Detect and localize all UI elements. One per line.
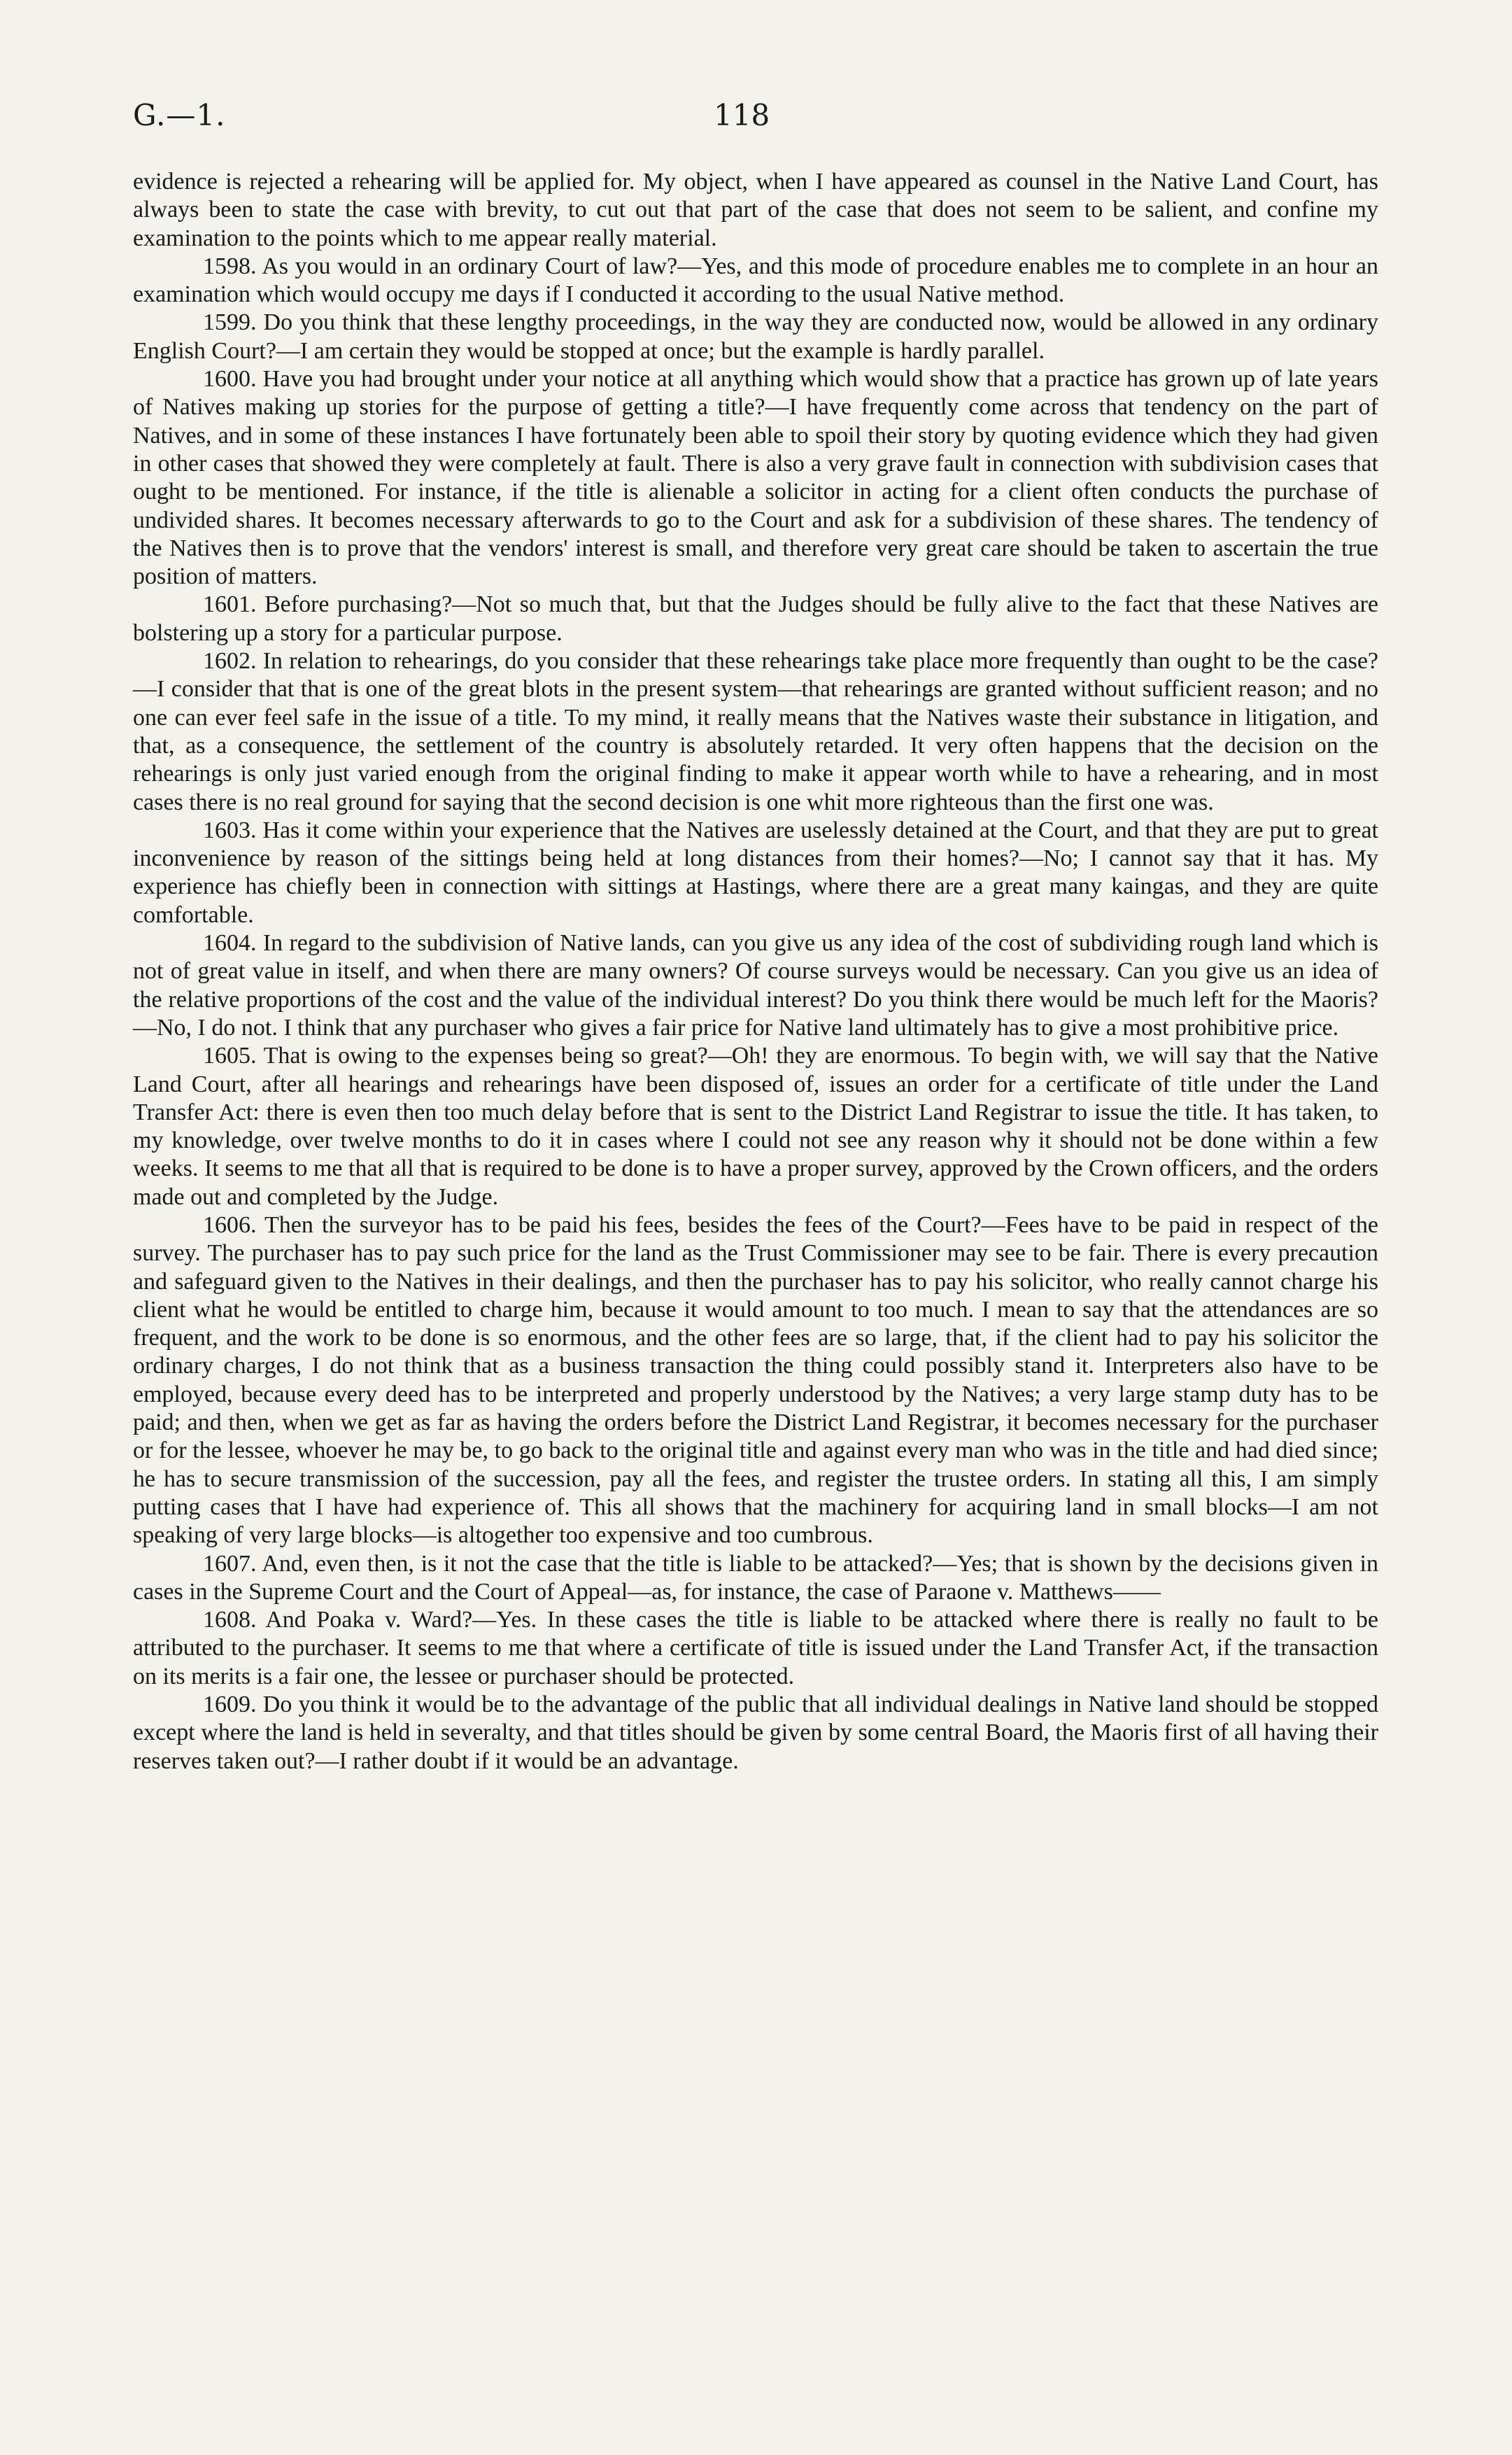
- paragraph-1605: 1605. That is owing to the expenses being so great?—Oh! they are enormous. To begin with, we will say that the Native Land Court, after all hearings and rehearings have been disposed of, issues an order for a certificate of title under the Land Transfer Act: there is even then too much delay before that is sent to the District Land Registrar to issue the title. It has taken, to my knowledge, over twelve months to do it in cases where I could not see any reason why it should not be done within a few weeks. It seems to me that all that is required to be done is to have a proper survey, approved by the Crown officers, and the orders made out and completed by the Judge.: [133, 1043, 1378, 1210]
- document-reference: G.—1.: [133, 98, 226, 132]
- paragraph-1598: 1598. As you would in an ordinary Court of law?—Yes, and this mode of procedure enables me to complete in an hour an examination which would occupy me days if I conducted it according to the usual Native method.: [133, 253, 1378, 308]
- document-body: [133, 168, 1378, 1775]
- page-header: [133, 98, 1378, 147]
- paragraph-1601: 1601. Before purchasing?—Not so much that, but that the Judges should be fully alive to the fact that these Natives are bolstering up a story for a particular purpose.: [133, 591, 1378, 646]
- paragraph-1609: 1609. Do you think it would be to the advantage of the public that all individual dealings in Native land should be stopped except where the land is held in severalty, and that titles should be given by some central Board, the Maoris first of all having their reserves taken out?—I rather doubt if it would be an advantage.: [133, 1691, 1378, 1774]
- paragraph-1599: 1599. Do you think that these lengthy proceedings, in the way they are conducted now, would be allowed in any ordinary English Court?—I am certain they would be stopped at once; but the example is hardly parallel.: [133, 309, 1378, 364]
- paragraph-1603: 1603. Has it come within your experience that the Natives are uselessly detained at the Court, and that they are put to great inconvenience by reason of the sittings being held at long distances from their homes?—No; I cannot say that it has. My experience has chiefly been in connection with sittings at Hastings, where there are a great many kaingas, and they are quite comfortable.: [133, 817, 1378, 928]
- paragraph-1602: 1602. In relation to rehearings, do you consider that these rehearings take place more frequently than ought to be the case?—I consider that that is one of the great blots in the present system—that rehearings are granted without sufficient reason; and no one can ever feel safe in the issue of a title. To my mind, it really means that the Natives waste their substance in litigation, and that, as a consequence, the settlement of the country is absolutely retarded. It very often happens that the decision on the rehearings is only just varied enough from the original finding to make it appear worth while to have a rehearing, and in most cases there is no real ground for saying that the second decision is one whit more righteous than the first one was.: [133, 648, 1378, 815]
- paragraph-1604: 1604. In regard to the subdivision of Native lands, can you give us any idea of the cost of subdividing rough land which is not of great value in itself, and when there are many owners? Of course surveys would be necessary. Can you give us an idea of the relative proportions of the cost and the value of the individual interest? Do you think there would be much left for the Maoris?—No, I do not. I think that any purchaser who gives a fair price for Native land ultimately has to give a most prohibitive price.: [133, 930, 1378, 1041]
- paragraph-1600: 1600. Have you had brought under your notice at all anything which would show that a practice has grown up of late years of Natives making up stories for the purpose of getting a title?—I have frequently come across that tendency on the part of Natives, and in some of these instances I have fortunately been able to spoil their story by quoting evidence which they had given in other cases that showed they were completely at fault. There is also a very grave fault in connection with subdivision cases that ought to be mentioned. For instance, if the title is alienable a solicitor in acting for a client often conducts the purchase of undivided shares. It becomes necessary afterwards to go to the Court and ask for a subdivision of these shares. The tendency of the Natives then is to prove that the vendors' interest is small, and therefore very great care should be taken to ascertain the true position of matters.: [133, 366, 1378, 590]
- paragraph-1606: 1606. Then the surveyor has to be paid his fees, besides the fees of the Court?—Fees have to be paid in respect of the survey. The purchaser has to pay such price for the land as the Trust Commissioner may see to be fair. There is every precaution and safeguard given to the Natives in their dealings, and then the purchaser has to pay his solicitor, who really cannot charge his client what he would be entitled to charge him, because it would amount to too much. I mean to say that the attendances are so frequent, and the work to be done is so enormous, and the other fees are so large, that, if the client had to pay his solicitor the ordinary charges, I do not think that as a business transaction the thing could possibly stand it. Interpreters also have to be employed, because every deed has to be interpreted and properly understood by the Natives; a very large stamp duty has to be paid; and then, when we get as far as having the orders before the District Land Registrar, it becomes necessary for the purchaser or for the lessee, whoever he may be, to go back to the original title and against every man who was in the title and had died since; he has to secure transmission of the succession, pay all the fees, and register the trustee orders. In stating all this, I am simply putting cases that I have had experience of. This all shows that the machinery for acquiring land in small blocks—I am not speaking of very large blocks—is altogether too expensive and too cumbrous.: [133, 1211, 1378, 1549]
- page-number: 118: [714, 98, 770, 132]
- paragraph-1608: 1608. And Poaka v. Ward?—Yes. In these cases the title is liable to be attacked where there is really no fault to be attributed to the purchaser. It seems to me that where a certificate of title is issued under the Land Transfer Act, if the transaction on its merits is a fair one, the lessee or purchaser should be protected.: [133, 1607, 1378, 1689]
- paragraph-continuation: evidence is rejected a rehearing will be applied for. My object, when I have appeared as counsel in the Native Land Court, has always been to state the case with brevity, to cut out that part of the case that does not seem to be salient, and confine my examination to the points which to me appear really material.: [133, 169, 1378, 251]
- paragraph-1607: 1607. And, even then, is it not the case that the title is liable to be attacked?—Yes; that is shown by the decisions given in cases in the Supreme Court and the Court of Appeal—as, for instance, the case of Paraone v. Matthews——: [133, 1550, 1378, 1605]
